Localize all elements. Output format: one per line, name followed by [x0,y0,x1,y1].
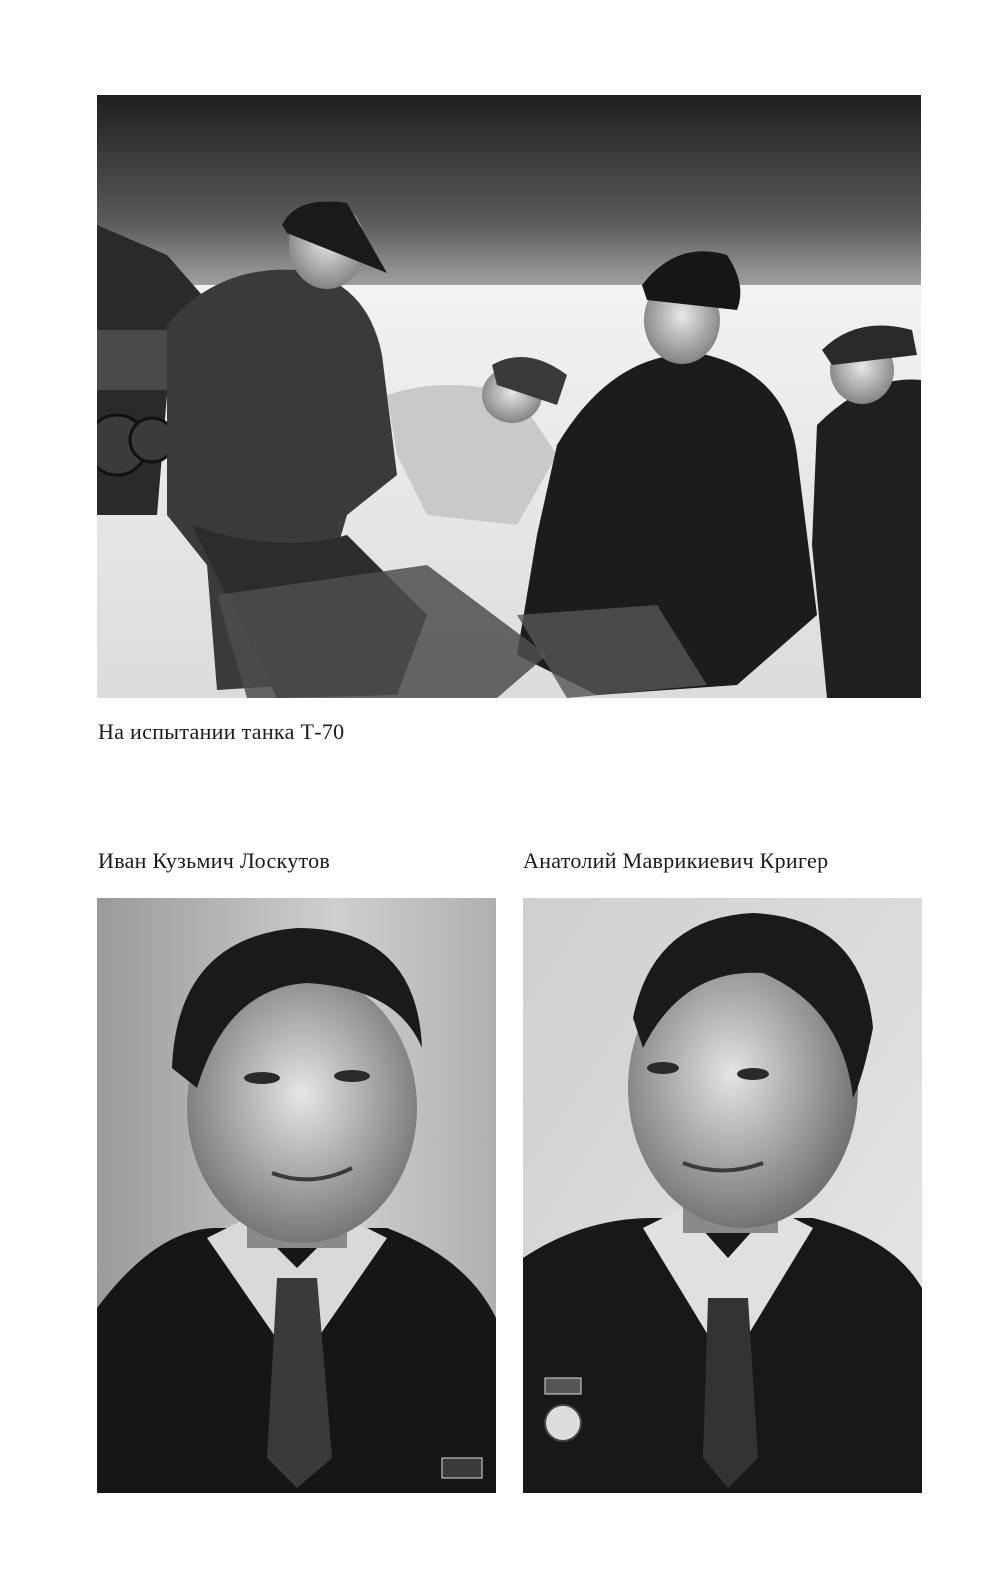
portrait-right-photo [523,898,922,1493]
top-photo-caption: На испытании танка Т-70 [98,719,345,744]
tank-test-photo [97,95,921,698]
portrait-left-photo [97,898,496,1493]
portrait-right-caption: Анатолий Маврикиевич Кригер [523,848,829,873]
portrait-left-caption: Иван Кузьмич Лоскутов [98,848,331,873]
